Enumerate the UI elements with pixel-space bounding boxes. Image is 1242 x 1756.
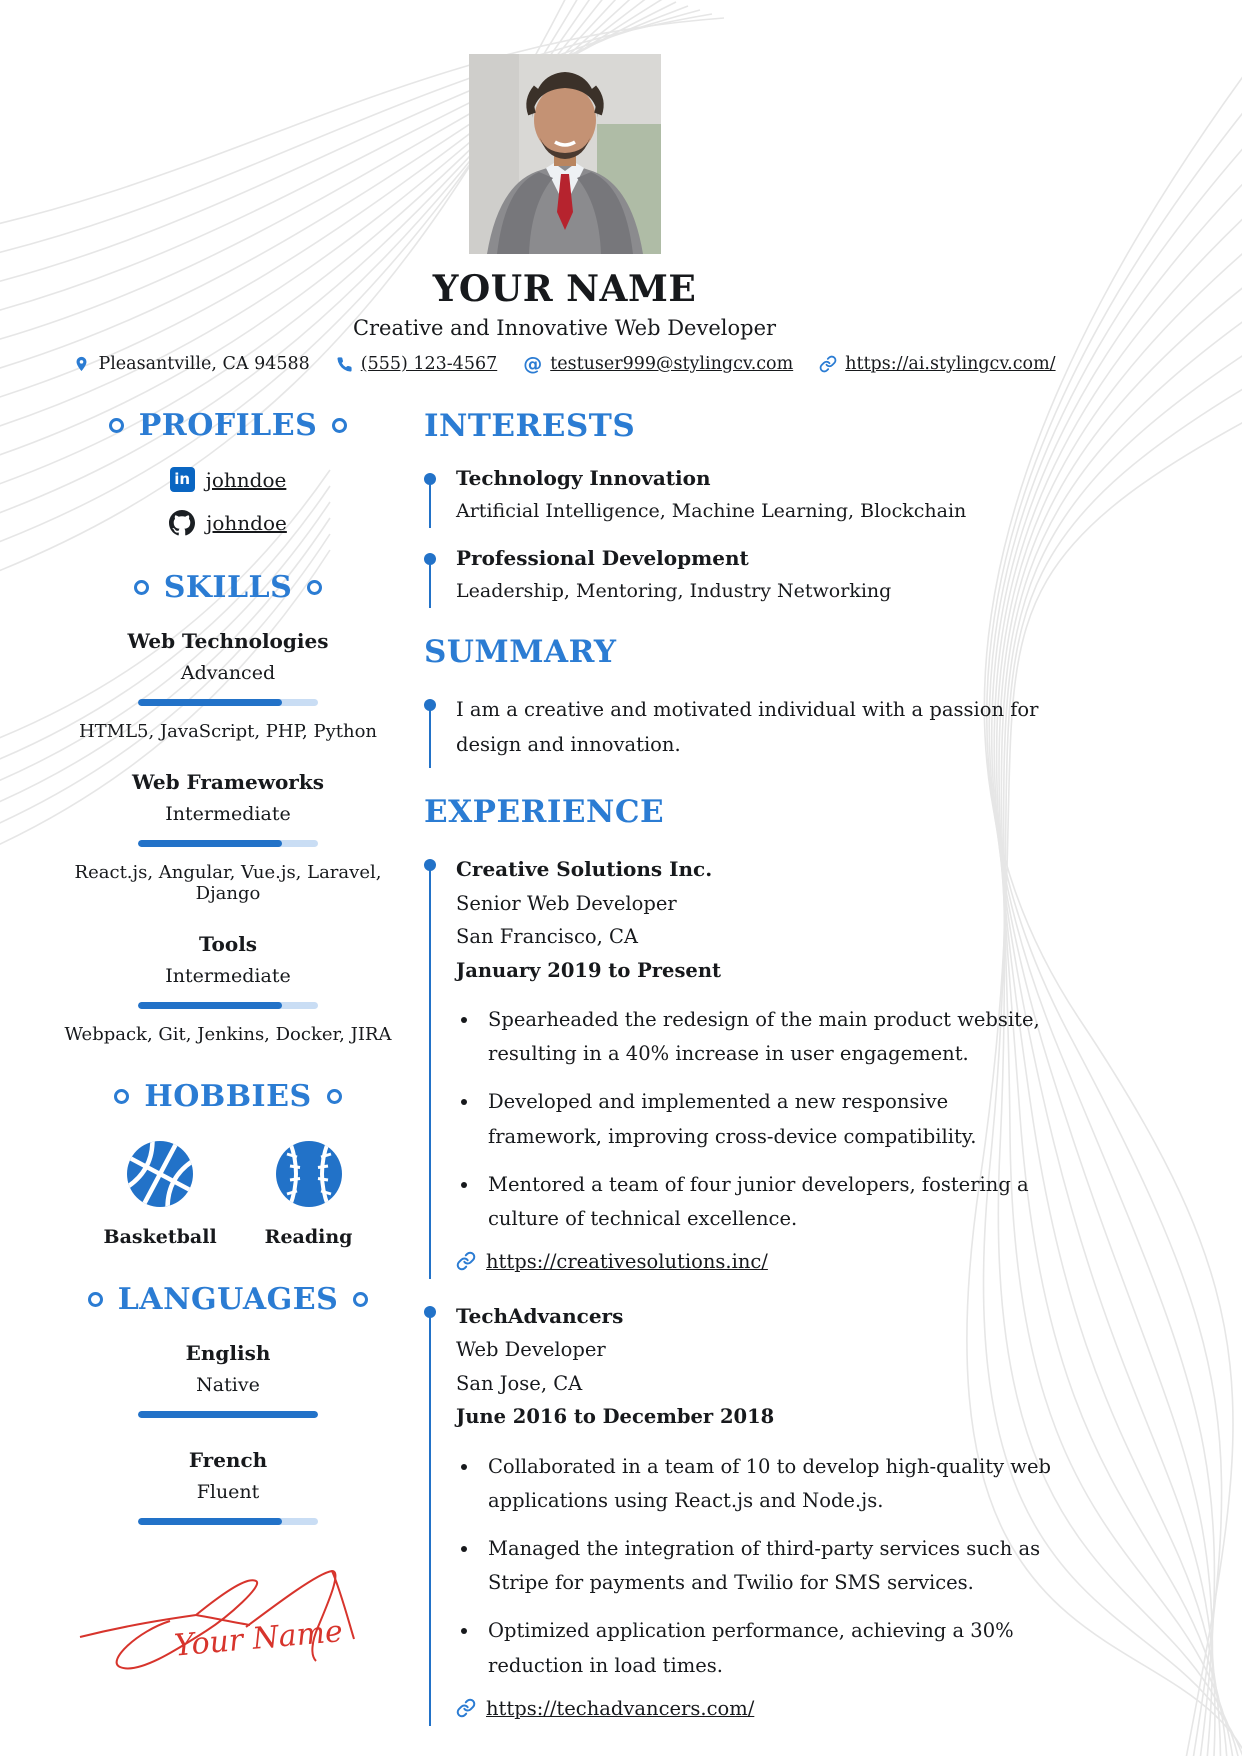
ring-ornament <box>353 1292 368 1307</box>
job-url-link[interactable]: https://techadvancers.com/ <box>486 1696 755 1720</box>
header <box>62 54 1067 374</box>
skill-level: Advanced <box>180 662 276 684</box>
profile-photo <box>469 54 661 254</box>
languages-heading <box>62 1282 394 1317</box>
link-icon <box>456 1251 476 1271</box>
job-link-row <box>456 1250 1067 1273</box>
language-level: Fluent <box>196 1481 260 1503</box>
ring-ornament <box>307 580 322 595</box>
ring-ornament <box>88 1292 103 1307</box>
ring-ornament <box>332 418 347 433</box>
interest-title: Professional Development <box>456 546 749 570</box>
job-highlight: • Optimized application performance, achieving a 30% reduction in load times. <box>480 1614 1067 1682</box>
linkedin-username-link[interactable]: johndoe <box>205 467 287 492</box>
job-position: Web Developer <box>456 1338 606 1362</box>
interest-item <box>424 466 1067 522</box>
contact-email <box>523 354 793 374</box>
hobby-reading <box>265 1138 353 1248</box>
candidate-title: Creative and Innovative Web Developer <box>352 316 777 340</box>
contact-location <box>73 354 309 374</box>
skill-keywords: Webpack, Git, Jenkins, Docker, JIRA <box>64 1024 392 1045</box>
website-link[interactable]: https://ai.stylingcv.com/ <box>845 354 1056 374</box>
location-text: Pleasantville, CA 94588 <box>98 354 310 374</box>
languages-heading-text: LANGUAGES <box>117 1282 339 1317</box>
signature-handwriting <box>78 1559 378 1684</box>
basketball-icon <box>124 1138 196 1210</box>
experience-heading: EXPERIENCE <box>424 794 665 831</box>
location-pin-icon <box>73 354 90 374</box>
language-progress-bar <box>138 1518 318 1525</box>
interest-item <box>424 546 1067 602</box>
job-highlight: • Mentored a team of four junior developers, fostering a culture of technical excellence. <box>480 1168 1067 1236</box>
github-username-link[interactable]: johndoe <box>206 511 287 535</box>
hobbies-list <box>62 1138 394 1248</box>
job-location: San Jose, CA <box>456 1371 583 1395</box>
skill-progress-bar <box>138 699 318 706</box>
summary-heading: SUMMARY <box>424 634 617 670</box>
signature <box>62 1559 394 1688</box>
signature-text: Your Name <box>172 1614 345 1664</box>
profile-github <box>62 510 394 536</box>
phone-icon <box>336 356 353 373</box>
link-icon <box>819 355 837 373</box>
job-highlights <box>456 1450 1067 1683</box>
skill-keywords: HTML5, JavaScript, PHP, Python <box>78 721 378 742</box>
skill-progress-fill <box>138 1002 282 1009</box>
interest-keywords: Leadership, Mentoring, Industry Networking <box>456 580 892 602</box>
skill-progress-bar <box>138 1002 318 1009</box>
job-location: San Francisco, CA <box>456 925 639 949</box>
skill-name: Web Technologies <box>127 629 329 653</box>
profile-linkedin <box>62 467 394 492</box>
skill-item <box>62 770 394 904</box>
main-column <box>394 404 1067 1746</box>
profiles-heading-text: PROFILES <box>138 408 318 443</box>
hobby-label: Basketball <box>103 1226 217 1248</box>
language-item <box>62 1448 394 1525</box>
language-progress-bar <box>138 1411 318 1418</box>
language-progress-fill <box>138 1411 318 1418</box>
summary-text: I am a creative and motivated individual with a passion for design and innovation. <box>456 698 1039 757</box>
job-highlights <box>456 1003 1067 1236</box>
interests-heading: INTERESTS <box>424 408 636 444</box>
job-url-link[interactable]: https://creativesolutions.inc/ <box>486 1249 768 1273</box>
summary-item <box>424 692 1067 762</box>
skill-item <box>62 629 394 742</box>
skill-progress-bar <box>138 840 318 847</box>
candidate-name: YOUR NAME <box>432 268 697 310</box>
job-company: TechAdvancers <box>456 1303 624 1328</box>
profiles-heading <box>62 408 394 443</box>
skill-keywords: React.js, Angular, Vue.js, Laravel, Django <box>74 862 382 904</box>
phone-link[interactable]: (555) 123-4567 <box>360 354 498 374</box>
github-icon <box>169 510 195 536</box>
skill-level: Intermediate <box>165 965 291 987</box>
experience-job <box>424 1299 1067 1720</box>
contact-website <box>819 354 1055 374</box>
skill-level: Intermediate <box>165 803 291 825</box>
experience-job <box>424 852 1067 1273</box>
job-dates: January 2019 to Present <box>456 958 722 982</box>
ring-ornament <box>327 1089 342 1104</box>
job-highlight: • Developed and implemented a new responsive framework, improving cross-device compatibility. <box>480 1085 1067 1153</box>
job-link-row <box>456 1697 1067 1720</box>
skill-name: Tools <box>198 932 258 956</box>
skill-item <box>62 932 394 1045</box>
email-at-icon: @ <box>523 352 543 375</box>
interest-title: Technology Innovation <box>456 466 711 490</box>
interest-keywords: Artificial Intelligence, Machine Learning, Blockchain <box>456 500 967 522</box>
job-highlight: • Collaborated in a team of 10 to develop high-quality web applications using React.js and Node.js. <box>480 1450 1067 1518</box>
sidebar <box>62 404 394 1688</box>
hobbies-heading-text: HOBBIES <box>144 1079 312 1114</box>
job-position: Senior Web Developer <box>456 891 677 915</box>
skills-heading <box>62 570 394 605</box>
contact-row <box>62 354 1067 374</box>
skill-progress-fill <box>138 699 282 706</box>
hobbies-heading <box>62 1079 394 1114</box>
ring-ornament <box>114 1089 129 1104</box>
ring-ornament <box>134 580 149 595</box>
language-name: French <box>188 1448 268 1472</box>
hobby-basketball <box>104 1138 217 1248</box>
linkedin-icon: in <box>170 467 195 492</box>
email-link[interactable]: testuser999@stylingcv.com <box>550 354 794 374</box>
contact-phone <box>336 354 497 374</box>
link-icon <box>456 1698 476 1718</box>
language-progress-fill <box>138 1518 282 1525</box>
baseball-icon <box>273 1138 345 1210</box>
job-company: Creative Solutions Inc. <box>456 857 713 882</box>
hobby-label: Reading <box>264 1226 353 1248</box>
ring-ornament <box>109 418 124 433</box>
skill-name: Web Frameworks <box>132 770 324 794</box>
language-item <box>62 1341 394 1418</box>
language-level: Native <box>196 1374 260 1396</box>
skills-heading-text: SKILLS <box>163 570 293 605</box>
language-name: English <box>185 1341 271 1365</box>
job-dates: June 2016 to December 2018 <box>456 1405 775 1429</box>
job-highlight: • Managed the integration of third-party services such as Stripe for payments and Twilio for SMS services. <box>480 1532 1067 1600</box>
skill-progress-fill <box>138 840 282 847</box>
job-highlight: • Spearheaded the redesign of the main product website, resulting in a 40% increase in user engagement. <box>480 1003 1067 1071</box>
